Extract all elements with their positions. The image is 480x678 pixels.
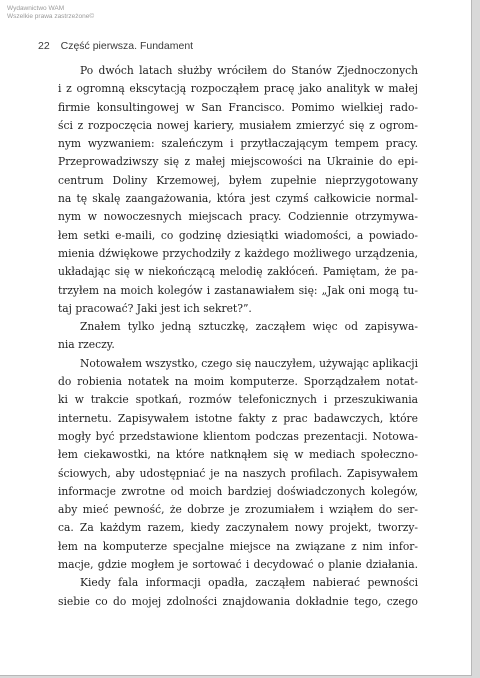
text-line: macje, gdzie mogłem je sortować i decydować o planie działania. [58, 558, 418, 572]
text-line: taj pracować? Jaki jest ich sekret?”. [58, 301, 252, 315]
text-line: ści z rozpoczęcia nowej kariery, musiałem zmierzyć się z ogrom- [58, 118, 418, 132]
text-line: centrum Doliny Krzemowej, byłem zupełnie nieprzygotowany [58, 173, 418, 187]
text-line: siebie co do mojej zdolności znajdowania dokładnie tego, czego [58, 594, 418, 608]
text-line: nym w nowoczesnych miejscach pracy. Codziennie otrzymywa- [58, 210, 418, 224]
text-line: Znałem tylko jedną sztuczkę, zacząłem więc od zapisywa- [80, 320, 418, 334]
text-line: informacje zwrotne od moich bardziej doświadczonych kolegów, [58, 484, 418, 498]
text-line: Przeprowadziwszy się z małej miejscowości na Ukrainie do epi- [58, 155, 418, 169]
running-header [38, 40, 193, 52]
text-line: i z ogromną ekscytacją rozpocząłem pracę jako analityk w małej [58, 82, 418, 96]
text-line: Kiedy fala informacji opadła, zacząłem nabierać pewności [80, 576, 418, 590]
text-line: firmie konsultingowej w San Francisco. Pomimo wielkiej rado- [58, 100, 418, 114]
chapter-title: Część pierwsza. Fundament [60, 40, 194, 52]
text-line: łem na komputerze specjalne miejsce na związane z nim infor- [58, 539, 418, 553]
watermark-line-1: Wydawnictwo WAM [7, 5, 65, 12]
watermark-line-2: Wszelkie prawa zastrzeżone© [7, 13, 95, 20]
text-line: łem setki e-maili, co godzinę dziesiątki wiadomości, a powiado- [58, 228, 418, 242]
text-line: na tę skalę zaangażowania, która jest czymś całkowicie normal- [58, 192, 418, 206]
text-line: aby mieć pewność, że dobrze je zrozumiałem i wziąłem do ser- [58, 503, 418, 517]
text-line: mogły być przedstawione klientom podczas prezentacji. Notowa- [58, 429, 418, 443]
text-line: ca. Za każdym razem, kiedy zaczynałem nowy projekt, tworzy- [58, 521, 418, 535]
text-line: Po dwóch latach służby wróciłem do Stanów Zjednoczonych [80, 64, 418, 77]
body-text [58, 62, 418, 611]
text-line: do robienia notatek na moim komputerze. Sporządzałem notat- [58, 375, 418, 389]
page-number: 22 [38, 40, 50, 52]
text-line: nym wyzwaniem: szaleńczym i przytłaczającym tempem pracy. [58, 137, 418, 151]
text-line: łem ciekawostki, na które natknąłem się w mediach społeczno- [58, 448, 418, 462]
publisher-watermark [7, 5, 94, 21]
text-line: układając się w niekończącą melodię zakłóceń. Pamiętam, że pa- [58, 265, 418, 279]
text-line: mienia dźwiękowe przychodziły z każdego możliwego urządzenia, [58, 246, 418, 260]
text-line: trzyłem na moich kolegów i zastanawiałem się: „Jak oni mogą tu- [58, 283, 418, 297]
text-line: Notowałem wszystko, czego się nauczyłem, używając aplikacji [80, 356, 418, 370]
text-line: ściowych, aby udostępniać je na naszych profilach. Zapisywałem [58, 466, 418, 480]
text-line: ki w trakcie spotkań, rozmów telefonicznych i przeszukiwania [58, 393, 418, 407]
text-line: internetu. Zapisywałem istotne fakty z prac badawczych, które [58, 411, 418, 425]
text-line: nia rzeczy. [58, 338, 115, 352]
